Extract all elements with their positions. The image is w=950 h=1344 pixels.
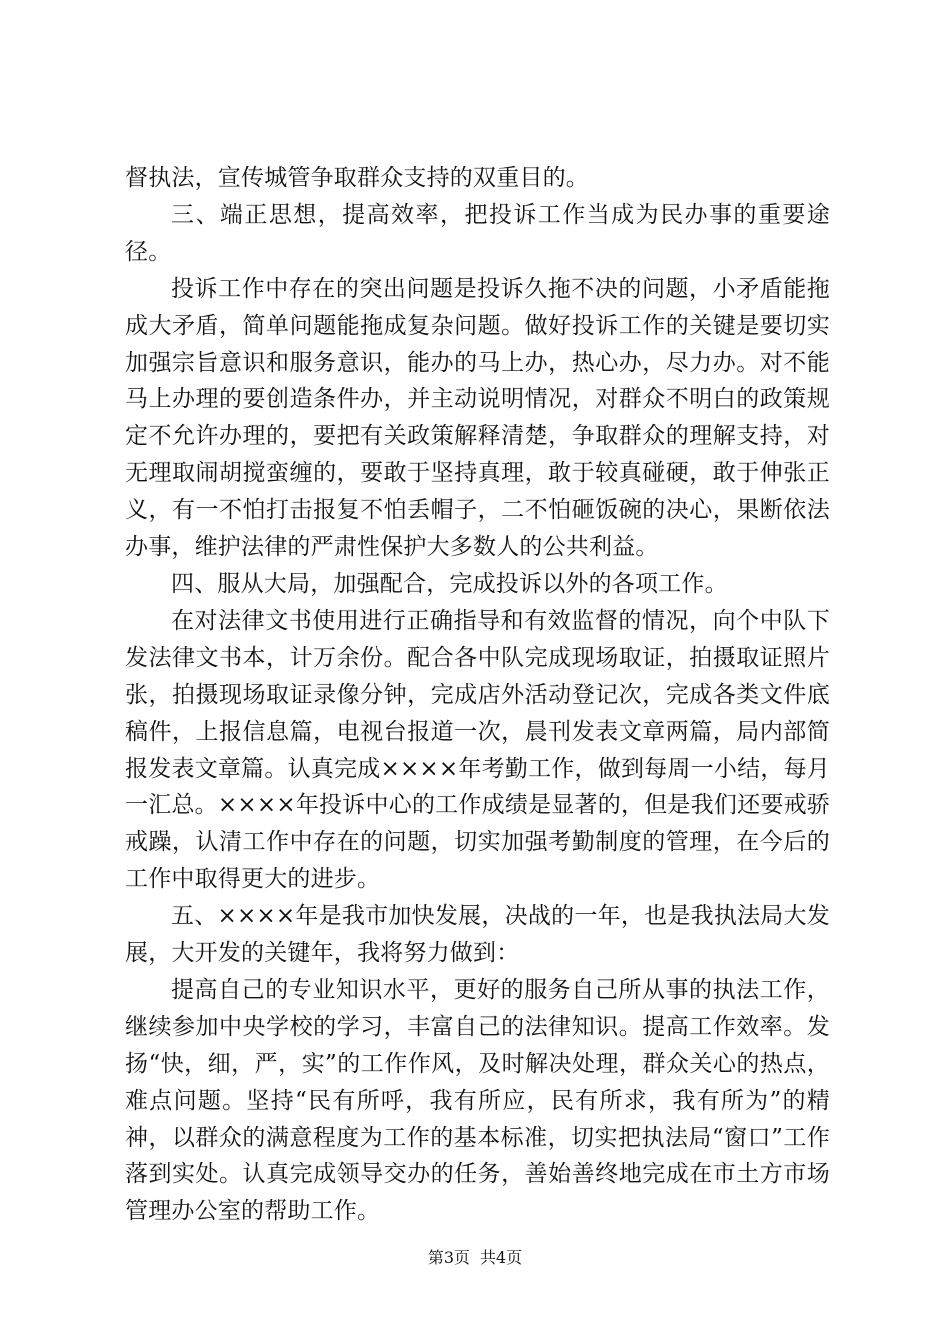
paragraph: 在对法律文书使用进行正确指导和有效监督的情况，向个中队下发法律文书本，计万余份。配合各中队完成现场取证，拍摄取证照片张，拍摄现场取证录像分钟，完成店外活动登记次，完成各类文件底稿件，上报信息篇，电视台报道一次，晨刊发表文章两篇，局内部简报发表文章篇。认真完成××××年考勤工作，做到每周一小结，每月一汇总。××××年投诉中心的工作成绩是显著的，但是我们还要戒骄戒躁，认清工作中存在的问题，切实加强考勤制度的管理，在今后的工作中取得更大的进步。 [125,607,830,893]
paragraph: 提高自己的专业知识水平，更好的服务自己所从事的执法工作，继续参加中央学校的学习，丰富自己的法律知识。提高工作效率。发扬“快，细，严，实”的工作作风，及时解决处理，群众关心的热点，难点问题。坚持“民有所呼，我有所应，民有所求，我有所为”的精神，以群众的满意程度为工作的基本标准，切实把执法局“窗口”工作落到实处。认真完成领导交办的任务，善始善终地完成在市土方市场管理办公室的帮助工作。 [125,976,830,1225]
paragraph: 投诉工作中存在的突出问题是投诉久拖不决的问题，小矛盾能拖成大矛盾，简单问题能拖成复杂问题。做好投诉工作的关键是要切实加强宗旨意识和服务意识，能办的马上办，热心办，尽力办。对不能马上办理的要创造条件办，并主动说明情况，对群众不明白的政策规定不允许办理的，要把有关政策解释清楚，争取群众的理解支持，对无理取闹胡搅蛮缠的，要敢于坚持真理，敢于较真碰硬，敢于伸张正义，有一不怕打击报复不怕丢帽子，二不怕砸饭碗的决心，果断依法办事，维护法律的严肃性保护大多数人的公共利益。 [125,275,830,561]
section-heading-5: 五、××××年是我市加快发展，决战的一年，也是我执法局大发展，大开发的关键年，我将努力做到： [125,903,830,967]
section-heading-3: 三、端正思想，提高效率，把投诉工作当成为民办事的重要途径。 [125,201,830,265]
page-footer [0,1245,950,1268]
page-number: 第3页 [427,1248,470,1267]
document-body [125,160,830,1230]
paragraph-continuation: 督执法，宣传城管争取群众支持的双重目的。 [125,165,589,191]
page-total: 共4页 [480,1248,523,1267]
section-heading-4: 四、服从大局，加强配合，完成投诉以外的各项工作。 [171,570,728,597]
